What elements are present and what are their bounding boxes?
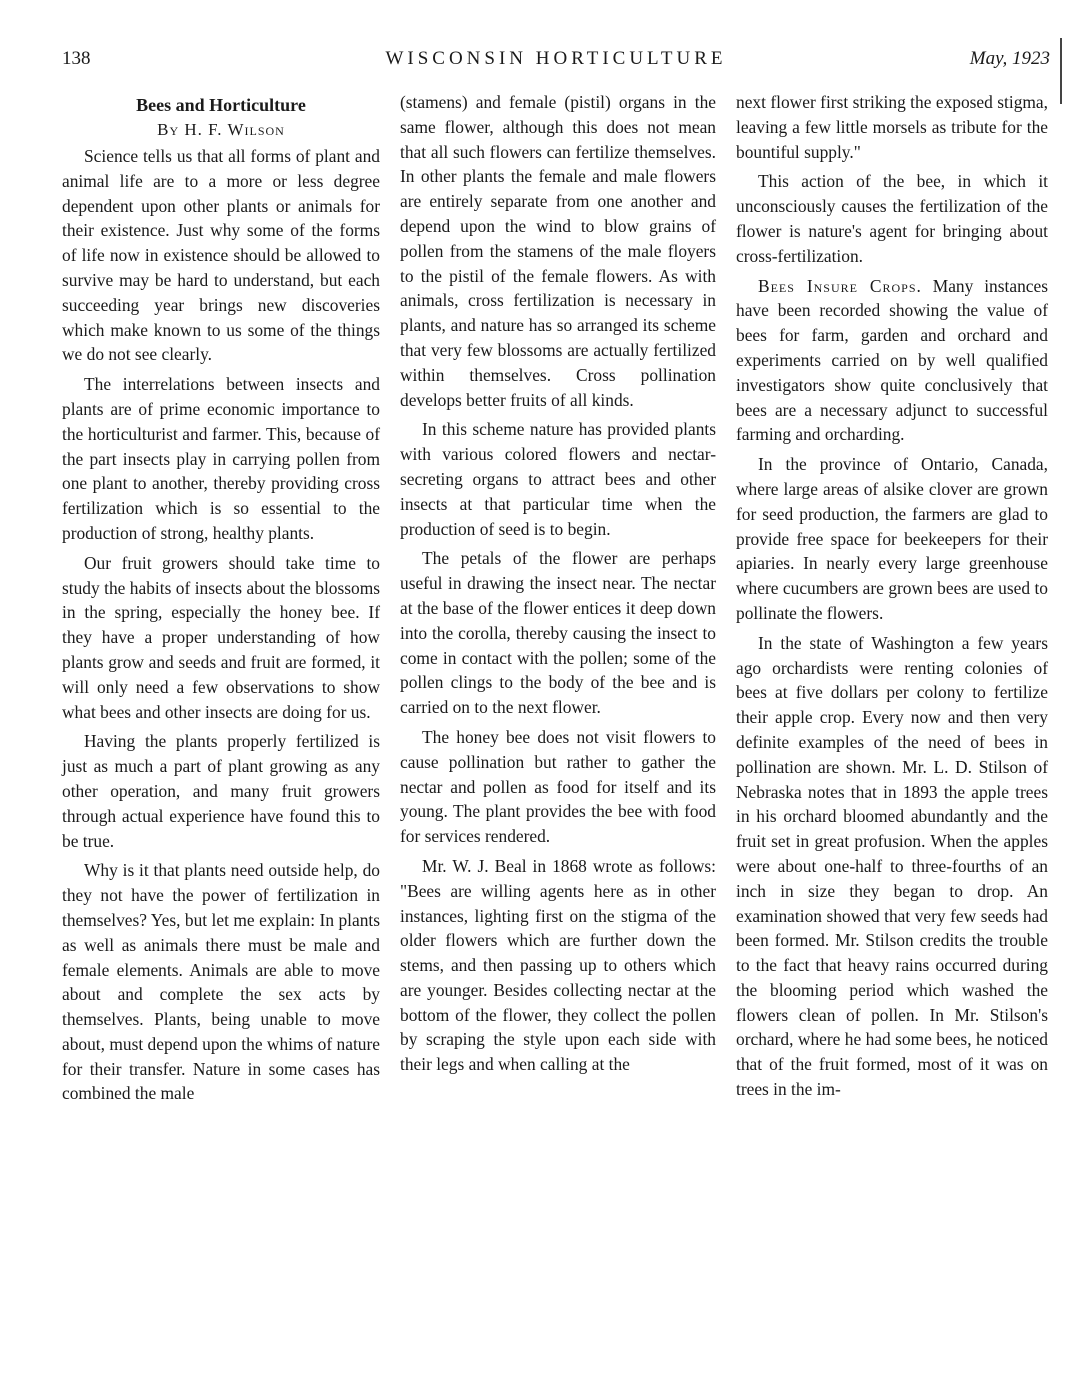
paragraph [736,274,1048,448]
column-1 [62,90,380,1111]
paragraph: Having the plants properly fertilized is just as much a part of plant growing as any other operation, and many fruit growers through actual experience have found this to be true. [62,731,380,851]
paragraph: In this scheme nature has provided plants with various colored flowers and nectar-secreting organs to attract bees and other insects at that particular time when the production of seed is to begin. [400,419,716,539]
paragraph: The honey bee does not visit flowers to cause pollination but rather to gather the nectar and pollen as food for itself and its young. The plant provides the bee with food for services rendered. [400,726,716,847]
paragraph: In the state of Washington a few years ago orchardists were renting colonies of bees at five dollars per colony to fertilize their apple crop. Every now and then very definite examples of the need of bees in pollination are shown. Mr. L. D. Stilson of Nebraska notes that in 1893 the apple trees in his orchard bloomed abundantly and the fruit set in great profusion. When the apples were about one-half to three-fourths of an inch in size they began to drop. An examination showed that very few seeds had been formed. Mr. Stilson credits the trouble to the fact that heavy rains occurred during the blooming period which washed the flowers clean of pollen. In Mr. Stilson's orchard, where he had some bees, he noticed that of the fruit formed, most of it was on trees in the im- [736,632,1048,1100]
paragraph: Science tells us that all forms of plant and animal life are to a more or less degree dependent upon other plants or animals for their existence. Just why some of the forms of life now in existence should be allowed to survive may be hard to understand, but each succeeding year brings new discoveries which make known to us some of the things we do not see clearly. [62,146,380,365]
paragraph: Mr. W. J. Beal in 1868 wrote as follows: "Bees are willing agents here as in other instances, lighting first on the stigma of the older flowers which are further down the stems, and then passing up to others which are younger. Besides collecting nectar at the bottom of the flower, they collect the pollen by scraping the style upon each side with their legs and when calling at the [400,855,716,1075]
paragraph: next flower first striking the exposed stigma, leaving a few little morsels as tribute for the bountiful supply." [736,92,1048,162]
margin-rule [1060,38,1062,104]
journal-title: WISCONSIN HORTICULTURE [385,48,727,69]
section-subhead: Bees Insure Crops. [758,275,922,296]
paragraph: (stamens) and female (pistil) organs in the same flower, although this does not mean that all such flowers can fertilize themselves. In other plants the female and male flowers are entirely separate from one another and depend upon the wind to blow grains of pollen from the stamens of the male floyers to the pistil of the female flowers. As with animals, cross fertilization is necessary in plants, and nature has so arranged its scheme that very few blossoms are actually fertilized within themselves. Cross pollination develops better fruits of all kinds. [400,92,716,410]
paragraph: Our fruit growers should take time to study the habits of insects about the blossoms in the spring, especially the honey bee. If they have a proper understanding of how plants grow and seeds and fruit are formed, it will only need a few observations to show what bees and other insects are doing for us. [62,552,380,722]
article-byline: By H. F. Wilson [157,120,285,139]
column-3 [736,90,1048,1107]
paragraph: In the province of Ontario, Canada, where large areas of alsike clover are grown for seed production, the farmers are glad to provide free space for beekeepers for their apiaries. In nearly every large greenhouse where cucumbers are grown bees are used to pollinate the flowers. [736,454,1048,623]
column-2 [400,90,716,1082]
paragraph: This action of the bee, in which it unconsciously causes the fertilization of the flower is nature's agent for bringing about cross-fertilization. [736,171,1048,266]
paragraph: The interrelations between insects and plants are of prime economic importance to the horticulturist and farmer. This, because of the part insects play in carrying pollen from one plant to another, thereby providing cross fertilization which is so essential to the production of strong, healthy plants. [62,374,380,543]
page-header [62,48,1050,72]
article-title: Bees and Horticulture [136,95,306,115]
issue-date: May, 1923 [969,48,1050,69]
paragraph-text: Many instances have been recorded showing the value of bees for farm, garden and orchard and experiments carried on by well qualified investigators show quite conclusively that bees are a necessary adjunct to successful farming and orcharding. [736,275,1048,445]
page-number: 138 [62,48,91,69]
paragraph: Why is it that plants need outside help, do they not have the power of fertilization in themselves? Yes, but let me explain: In plants as well as animals there must be male and female elements. Animals are able to move about and complete the sex acts by themselves. Plants, being unable to move about, must depend upon the whims of nature for their transfer. Nature in some cases has combined the male [62,860,380,1104]
paragraph: The petals of the flower are perhaps useful in drawing the insect near. The nectar at the base of the flower entices it deep down into the corolla, thereby causing the insect to come in contact with the pollen; some of the pollen clings to the body of the bee and is carried on to the next flower. [400,548,716,718]
